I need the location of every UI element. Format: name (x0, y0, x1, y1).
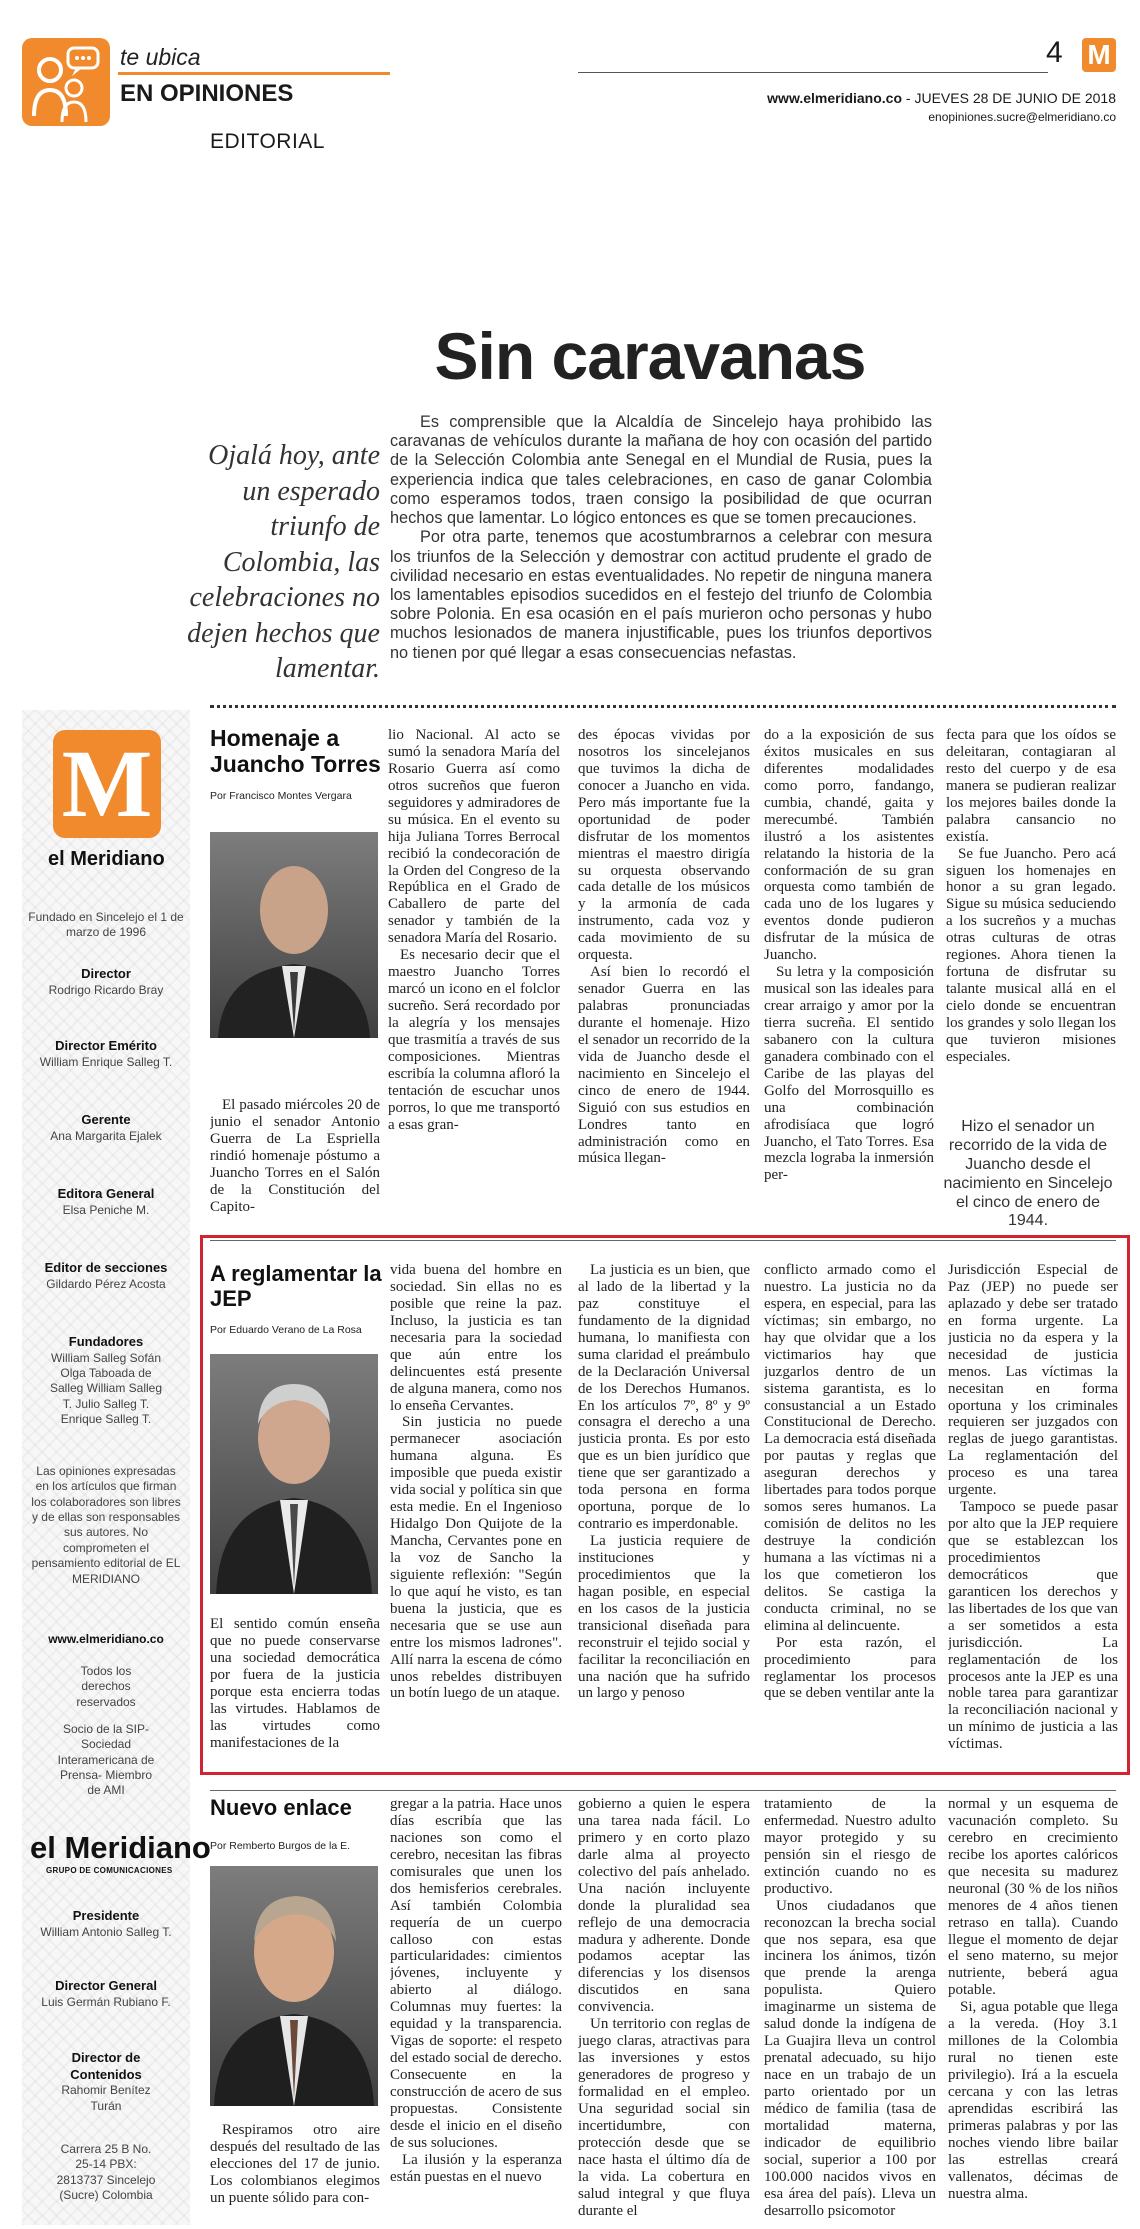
author-photo (210, 1354, 378, 1594)
article-column: El sentido común enseña que no puede conservarse una sociedad democrática por fuera de la justicia porque esta encierra todas las virtudes. Hablamos de las virtudes como manifestaciones de la (210, 1616, 380, 1751)
disclaimer: Las opiniones expresadas en los artículos que firman los colaboradores son libres y de ellas son responsables sus autores. No comprometen el pensamiento editorial de EL MERIDIANO (31, 1464, 181, 1586)
address-note: Carrera 25 B No. 25-14 PBX: 2813737 Sincelejo (Sucre) Colombia (56, 2142, 156, 2203)
author-photo (210, 832, 378, 1038)
article-pull-quote: Hizo el senador un recorrido de la vida de Juancho desde el nacimiento en Sincelejo el cinco de enero de 1944. (943, 1118, 1113, 1230)
editorial-body (390, 413, 932, 663)
article-title: Nuevo enlace (210, 1795, 352, 1820)
editorial-paragraph: Por otra parte, tenemos que acostumbrarnos a celebrar con mesura los triunfos de la Selección y demostrar con actitud prudente el grado de civilidad necesario en estas eventualidades. No repetir de ninguna manera los lamentables episodios sucedidos en el festejo del triunfo de Colombia sobre Polonia. En esa ocasión en el país murieron ocho personas y hubo muchos lesionados de manera injustificable, pues los triunfos deportivos no tienen por qué llegar a esas consecuencias nefastas. (390, 528, 932, 662)
editorial-paragraph: Es comprensible que la Alcaldía de Sincelejo haya prohibido las caravanas de vehículos durante la mañana de hoy con ocasión del partido de la Selección Colombia ante Senegal en el Mundial de Rusia, pues la experiencia indica que tales celebraciones, en caso de ganar Colombia como esperamos todos, traen consigo la posibilidad de que ocurran hechos que lamentar. Lo lógico entonces es que se tomen precauciones. (390, 413, 932, 528)
article-column: normal y un esquema de vacunación completo. Su cerebro en crecimiento recibe los aportes calóricos que necesita su madurez neuronal (30 % de los niños menores de 4 años tienen retraso en talla). Cuando llegue el momento de dejar el seno materno, su mejor nutriente, beberá agua potable. Si, agua potable que llega a la vereda. (Hoy 3.1 millones de la Colombia rural no tienen este privilegio). Irá a la escuela cercana y con las letras aprendidas escribirá las primeras palabras y por las noches viendo libre bailar las estrellas creará vallenatos, décimas de nuestra alma. (948, 1796, 1118, 2202)
group-staff-entry: Director General Luis Germán Rubiano F. (41, 1978, 171, 2009)
article-paragraph: Tampoco se puede pasar por alto que la JEP requiere que se establezcan los procedimientos democráticos que garanticen los derechos y las libertades de los que van a ser sometidos a esta jurisdicción. La reglamentación de los procesos ante la JEP es una noble tarea para garantizar la reconciliación nacional y un mínimo de justicia a las víctimas. (948, 1499, 1118, 1753)
rights-note: Todos los derechos reservados (76, 1664, 136, 1709)
article-column: lio Nacional. Al acto se sumó la senadora María del Rosario Guerra así como otros sucreños que fueron seguidores y admiradores de su música. En el evento su hija Juliana Torres Berrocal recibió la condecoración de la Orden del Congreso de la República en el Grado de Caballero de parte del senador y también de la senadora María del Rosario. Es necesario decir que el maestro Juancho Torres marcó un icono en el folclor sucreño. Será recordado por la alegría y los mensajes que trasmitía a través de sus composiciones. Mientras escribía la columna afloró la tentación de escuchar unos porros, lo que me transportó a esas gran- (388, 727, 560, 1133)
article-column: vida buena del hombre en sociedad. Sin ellas no es posible que reine la paz. Incluso, la justicia es tan necesaria para la sociedad que aún entre los delincuentes está presente de alguna manera, como nos lo enseña Cervantes. Sin justicia no puede permanecer asociación humana alguna. Es imposible que pueda existir vida social y política sin que esta medie. En el Ingenioso Hidalgo Don Quijote de la Mancha, Cervantes pone en la voz de Sancho la siguiente reflexión: "Según lo que aquí he visto, es tan buena la justicia, que es necesaria que se use aun entre los mismos ladrones". Allí narra la escena de cómo unos rebeldes distribuyen un botín luego de un ataque. (390, 1262, 562, 1702)
article-paragraph: Se fue Juancho. Pero acá siguen los homenajes en honor a su gran legado. Sigue su música seduciendo a los sucreños y a muchas otras culturas de otras regiones. Ahora tienen la fortuna de disfrutar su talante musical allá en el cielo donde se encuentran los grandes y solo llegan los que tuvieron misiones especiales. (946, 845, 1116, 1065)
article-column: des épocas vividas por nosotros los sincelejanos que tuvimos la dicha de conocer a Juancho en vida. Pero más importante fue la oportunidad de poder disfrutar de los momentos mientras el maestro dirigía su orquesta observando cada detalle de los músicos y la armonía de cada instrumento, cada voz y cada movimiento de su orquesta. Así bien lo recordó el senador Guerra en las palabras pronunciadas durante el homenaje. Hizo el senador un recorrido de la vida de Juancho desde el nacimiento en Sincelejo el cinco de enero de 1944. Siguió con sus estudios en Londres tanto en administración como en música llegan- (578, 727, 750, 1167)
article-column: La justicia es un bien, que al lado de la libertad y la paz constituye el fundamento de la dignidad humana, lo manifiesta con suma claridad el preámbulo de la Declaración Universal de los Derechos Humanos. En los artículos 7º, 8º y 9º consagra el derecho a una justicia pronta. Es por esto que es un bien jurídico que tiene que ser garantizado a toda persona en forma oportuna, porque de lo contrario es imperdonable. La justicia requiere de instituciones y procedimientos que la hagan posible, en especial en los casos de la justicia transicional diseñada para reconstruir el tejido social y facilitar la reconciliación en una nación que ha sufrido un largo y penoso (578, 1262, 750, 1702)
article-column: tratamiento de la enfermedad. Nuestro adulto mayor protegido y su pensión sin el riesgo de extinción cuando no es productivo. Unos ciudadanos que reconozcan la brecha social que nos separa, esa que incinera los ánimos, tizón que prende la arenga populista. Quiero imaginarme un sistema de salud donde la indígena de La Guajira lleva un control prenatal adecuado, su hijo nace en un trabajo de un parto orientado por un médico de familia (tasa de mortalidad materna, indicador de equilibrio social, superior a 100 por 100.000 nacidos vivos en esa área del país). Lleva un desarrollo psicomotor (764, 1796, 936, 2219)
section-kicker: te ubica (120, 44, 201, 70)
section-name: EN OPINIONES (120, 80, 294, 107)
person-silhouette-icon (210, 1866, 378, 2106)
staff-entry: Gerente Ana Margarita Ejalek (50, 1112, 162, 1143)
top-rule (578, 72, 1048, 73)
section-rule (118, 72, 390, 75)
article-paragraph: Su letra y la composición musical son las ideales para crear arraigo y amor por la tierra sucreña. El sentido sabanero con la cultura ganadera combinado con el Caribe de las playas del Golfo del Morrosquillo es una combinación afrodisíaca que logró Juancho, el Tato Torres. Esa mezcla lograba la inmersión per- (764, 964, 934, 1184)
editorial-pull-quote: Ojalá hoy, ante un esperado triunfo de Colombia, las celebraciones no dejen hechos que lamentar. (187, 440, 380, 685)
article-column: El pasado miércoles 20 de junio el senador Antonio Guerra de La Espriella rindió homenaje póstumo a Juancho Torres en el Salón de la Constitución del Capito- (210, 1097, 380, 1215)
article-column: do a la exposición de sus éxitos musicales en sus diferentes modalidades como porro, fandango, cumbia, chandé, gaita y merecumbé. También ilustró a los asistentes relatando la historia de la conformación de su gran orquesta como también de cada uno de los lugares y eventos donde pudieron disfrutar de la música de Juancho. Su letra y la composición musical son las ideales para crear arraigo y amor por la tierra sucreña. El sentido sabanero con la cultura ganadera combinado con el Caribe de las playas del Golfo del Morrosquillo es una combinación afrodisíaca que logró Juancho, el Tato Torres. Esa mezcla lograba la inmersión per- (764, 727, 934, 1184)
page-number: 4 (1046, 36, 1063, 69)
group-staff-entry: Presidente William Antonio Salleg T. (40, 1908, 172, 1939)
article-column: fecta para que los oídos se deleitaran, contagiaran al resto del cuerpo y de esa manera se pudieran realizar los mejores bailes donde la palabra cansancio no existía. Se fue Juancho. Pero acá siguen los homenajes en honor a su gran legado. Sigue su música seduciendo a los sucreños y a muchas otras culturas de otras regiones. Ahora tienen la fortuna de disfrutar su talante musical allá en el cielo donde se encuentran los grandes y solo llegan los que tuvieron misiones especiales. (946, 727, 1116, 1065)
article-title: Homenaje a Juancho Torres (210, 725, 381, 777)
article-paragraph: La ilusión y la esperanza están puestas en el nuevo (390, 2151, 562, 2185)
editorial-headline: Sin caravanas (434, 319, 866, 393)
article-paragraph: La justicia requiere de instituciones y procedimientos que la hagan posible, en especial en los casos de la justicia transicional diseñada para reconstruir el tejido social y facilitar la reconciliación en una nación que ha sufrido un largo y penoso (578, 1533, 750, 1702)
article-byline: Por Remberto Burgos de la E. (210, 1840, 351, 1852)
article-column: conflicto armado como el nuestro. La justicia no da espera, en especial, para las víctimas; sin embargo, no hay que olvidar que a los victimarios hay que juzgarlos dentro de un sistema garantista, es lo consustancial a un Estado Constitucional de Derecho. La democracia está diseñada por pautas y reglas que aseguran derechos y libertades para todos porque somos seres humanos. La comisión de delitos no les destruye la condición humana a las víctimas ni a los que cometieron los delitos. Se castiga la conducta criminal, no se elimina al delincuente. Por esta razón, el procedimiento para reglamentar los procesos que se deben ventilar ante la (764, 1262, 936, 1702)
person-silhouette-icon (210, 832, 378, 1038)
article-byline: Por Francisco Montes Vergara (210, 790, 352, 802)
article-column: gobierno a quien le espera una tarea nada fácil. Lo primero y en corto plazo darle alma al proyecto colectivo del país anhelado. Una nación incluyente donde la pluralidad sea reflejo de una democracia madura y adherente. Donde podamos aceptar las diferencias y los disensos discutidos en sana convivencia. Un territorio con reglas de juego claras, atractivas para las inversiones y estos generadores de progreso y formalidad en el empleo. Una seguridad social sin incertidumbre, con protección desde que se nace hasta el último día de la vida. La cobertura en salud integral y que fluya durante el (578, 1796, 750, 2219)
people-chat-icon (22, 38, 110, 126)
article-paragraph: Un territorio con reglas de juego claras, atractivas para las inversiones y estos generadores de progreso y formalidad en el empleo. Una seguridad social sin incertidumbre, con protección desde que se nace hasta el último día de la vida. La cobertura en salud integral y que fluya durante el (578, 2016, 750, 2219)
membership-note: Socio de la SIP- Sociedad Interamericana de Prensa- Miembro de AMI (57, 1722, 155, 1798)
article-column: Jurisdicción Especial de Paz (JEP) no puede ser aplazado y debe ser tratado en forma urgente. La justicia no da espera y la necesidad de justicia menos. Las víctimas la necesitan en forma oportuna y los criminales requieren ser juzgados con reglas de juego garantistas. La reglamentación del proceso es una tarea urgente. Tampoco se puede pasar por alto que la JEP requiere que se establezcan los procedimientos democráticos que garanticen los derechos y las libertades de los que van a ser sometidos a esta jurisdicción. La reglamentación de los procesos ante la JEP es una noble tarea para garantizar la reconciliación nacional y un mínimo de justicia a las víctimas. (948, 1262, 1118, 1753)
article-paragraph: Si, agua potable que llega a la vereda. (Hoy 3.1 millones de la Colombia rural no tienen este privilegio). Irá a la escuela cercana y con las letras aprendidas escribirá las primeras palabras y por las noches viendo libre bailar las estrellas creará vallenatos, décimas de nuestra alma. (948, 1999, 1118, 2202)
dotted-divider (210, 705, 1116, 708)
issue-date: - JUEVES 28 DE JUNIO DE 2018 (905, 90, 1116, 106)
person-silhouette-icon (210, 1354, 378, 1594)
editorial-label: EDITORIAL (210, 130, 325, 153)
staff-entry: Director Emérito William Enrique Salleg T. (39, 1038, 173, 1069)
founders-list: Fundadores William Salleg Sofán Olga Taboada de Salleg William Salleg T. Julio Salleg T. Enrique Salleg T. (49, 1334, 163, 1427)
article-column: Respiramos otro aire después del resultado de las elecciones del 17 de junio. Los colombianos elegimos un puente sólido para con- (210, 2122, 380, 2206)
staff-entry: Editor de secciones Gildardo Pérez Acosta (44, 1260, 168, 1291)
article-byline: Por Eduardo Verano de La Rosa (210, 1324, 362, 1336)
article-paragraph: Sin justicia no puede permanecer asociación humana alguna. Es imposible que pueda existir vida social y política sin que esta medie. En el Ingenioso Hidalgo Don Quijote de la Mancha, Cervantes pone en la voz de Sancho la siguiente reflexión: "Según lo que aquí he visto, es tan buena la justicia, que es necesaria que se use aun entre los mismos ladrones". Allí narra la escena de cómo unos rebeldes distribuyen un botín luego de un ataque. (390, 1414, 562, 1702)
article-paragraph: Unos ciudadanos que reconozcan la brecha social que nos separa, esa que incinera los ánimos, tizón que prende la arenga populista. Quiero imaginarme un sistema de salud donde la indígena de La Guajira lleva un control prenatal adecuado, su hijo nace en un trabajo de un parto orientado por un médico de familia (tasa de mortalidad materna, indicador de equilibrio social, superior a 100 por 100.000 nacidos vivos en esa área del país). Lleva un desarrollo psicomotor (764, 1897, 936, 2219)
article-column: gregar a la patria. Hace unos días escribía que las naciones son como el cerebro, necesitan las fibras comisurales que unen los dos hemisferios cerebrales. Así también Colombia requería de un cuerpo calloso con estas particularidades: cimientos jóvenes, incluyente y abierto al diálogo. Columnas muy fuertes: la equidad y la transparencia. Vigas de soporte: el respeto del estado social de derecho. Consecuente en la construcción de acero de sus propuestas. Consistente desde el inicio en el diseño de sus soluciones. La ilusión y la esperanza están puestas en el nuevo (390, 1796, 562, 2185)
section-logo (22, 38, 110, 126)
meridiano-logo-icon: M (53, 730, 161, 838)
group-logo-text: el Meridiano (30, 1830, 211, 1865)
meridiano-logo-text: el Meridiano (48, 848, 165, 870)
contact-email[interactable]: enopiniones.sucre@elmeridiano.co (928, 110, 1116, 124)
brand-logo-icon: M (1082, 38, 1116, 72)
group-staff-entry: Director de Contenidos Rahomir Benítez Turán (61, 2050, 151, 2113)
group-logo-subtitle: GRUPO DE COMUNICACIONES (46, 1866, 173, 1875)
staff-entry: Editora General Elsa Peniche M. (57, 1186, 155, 1217)
author-photo (210, 1866, 378, 2106)
founded-note: Fundado en Sincelejo el 1 de marzo de 1996 (28, 910, 184, 940)
article-paragraph: Es necesario decir que el maestro Juancho Torres marcó un icono en el folclor sucreño. Será recordado por la alegría y los mensajes que trasmitía a través de sus composiciones. Mientras escribía la columna afloró la tentación de escuchar unos porros, lo que me transportó a esas gran- (388, 947, 560, 1133)
article-divider (210, 1790, 1116, 1791)
article-title: A reglamentar la JEP (210, 1261, 382, 1311)
article-paragraph: Así bien lo recordó el senador Guerra en las palabras pronunciadas durante el homenaje. Hizo el senador un recorrido de la vida de Juancho desde el nacimiento en Sincelejo el cinco de enero de 1944. Siguió con sus estudios en Londres tanto en administración como en música llegan- (578, 964, 750, 1167)
website-link[interactable]: www.elmeridiano.co (767, 90, 903, 106)
sidebar-website[interactable]: www.elmeridiano.co (48, 1632, 164, 1646)
dateline (560, 90, 1116, 106)
article-paragraph: Por esta razón, el procedimiento para reglamentar los procesos que se deben ventilar ante la (764, 1634, 936, 1702)
staff-entry: Director Rodrigo Ricardo Bray (48, 966, 164, 997)
